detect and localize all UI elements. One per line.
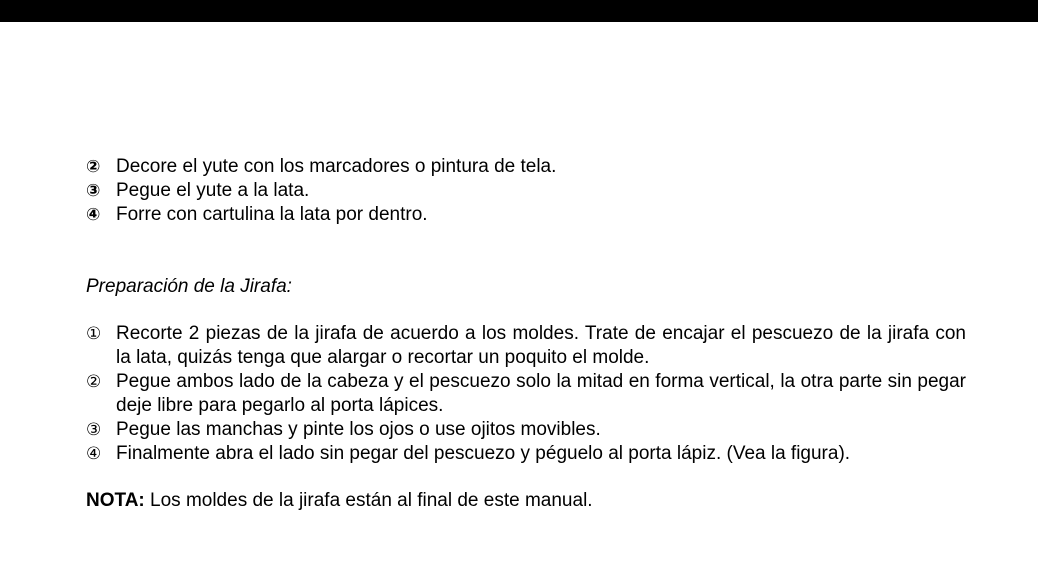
list-item xyxy=(86,442,966,466)
step-number: ③ xyxy=(86,181,101,201)
step-text: Forre con cartulina la lata por dentro. xyxy=(116,204,428,225)
step-number: ② xyxy=(86,372,102,392)
note-paragraph xyxy=(86,489,593,513)
note-text: Los moldes de la jirafa están al final de este manual. xyxy=(144,490,593,511)
list-item xyxy=(86,322,966,370)
step-number: ② xyxy=(86,157,101,177)
steps-list-b xyxy=(86,322,966,466)
step-text: Finalmente abra el lado sin pegar del pescuezo y péguelo al porta lápiz. (Vea la figura). xyxy=(116,443,851,464)
top-black-bar xyxy=(0,0,1038,22)
list-item xyxy=(86,418,966,442)
step-text: Pegue las manchas y pinte los ojos o use ojitos movibles. xyxy=(116,419,601,440)
step-text: Decore el yute con los marcadores o pintura de tela. xyxy=(116,156,557,177)
list-item xyxy=(86,370,966,418)
step-number: ③ xyxy=(86,420,102,440)
list-item xyxy=(86,179,966,203)
step-number: ④ xyxy=(86,205,101,225)
step-text: Pegue ambos lado de la cabeza y el pescuezo solo la mitad en forma vertical, la otra parte sin pegar deje libre para pegarlo al porta lápices. xyxy=(116,371,966,416)
list-item xyxy=(86,203,966,227)
step-number: ④ xyxy=(86,444,102,464)
step-text: Recorte 2 piezas de la jirafa de acuerdo a los moldes. Trate de encajar el pescuezo de la jirafa con la lata, quizás tenga que alargar o recortar un poquito el molde. xyxy=(116,323,966,368)
steps-list-a xyxy=(86,155,966,227)
note-label: NOTA: xyxy=(86,490,145,511)
section-heading: Preparación de la Jirafa: xyxy=(86,276,292,297)
step-number: ① xyxy=(86,324,102,344)
list-item xyxy=(86,155,966,179)
step-text: Pegue el yute a la lata. xyxy=(116,180,310,201)
